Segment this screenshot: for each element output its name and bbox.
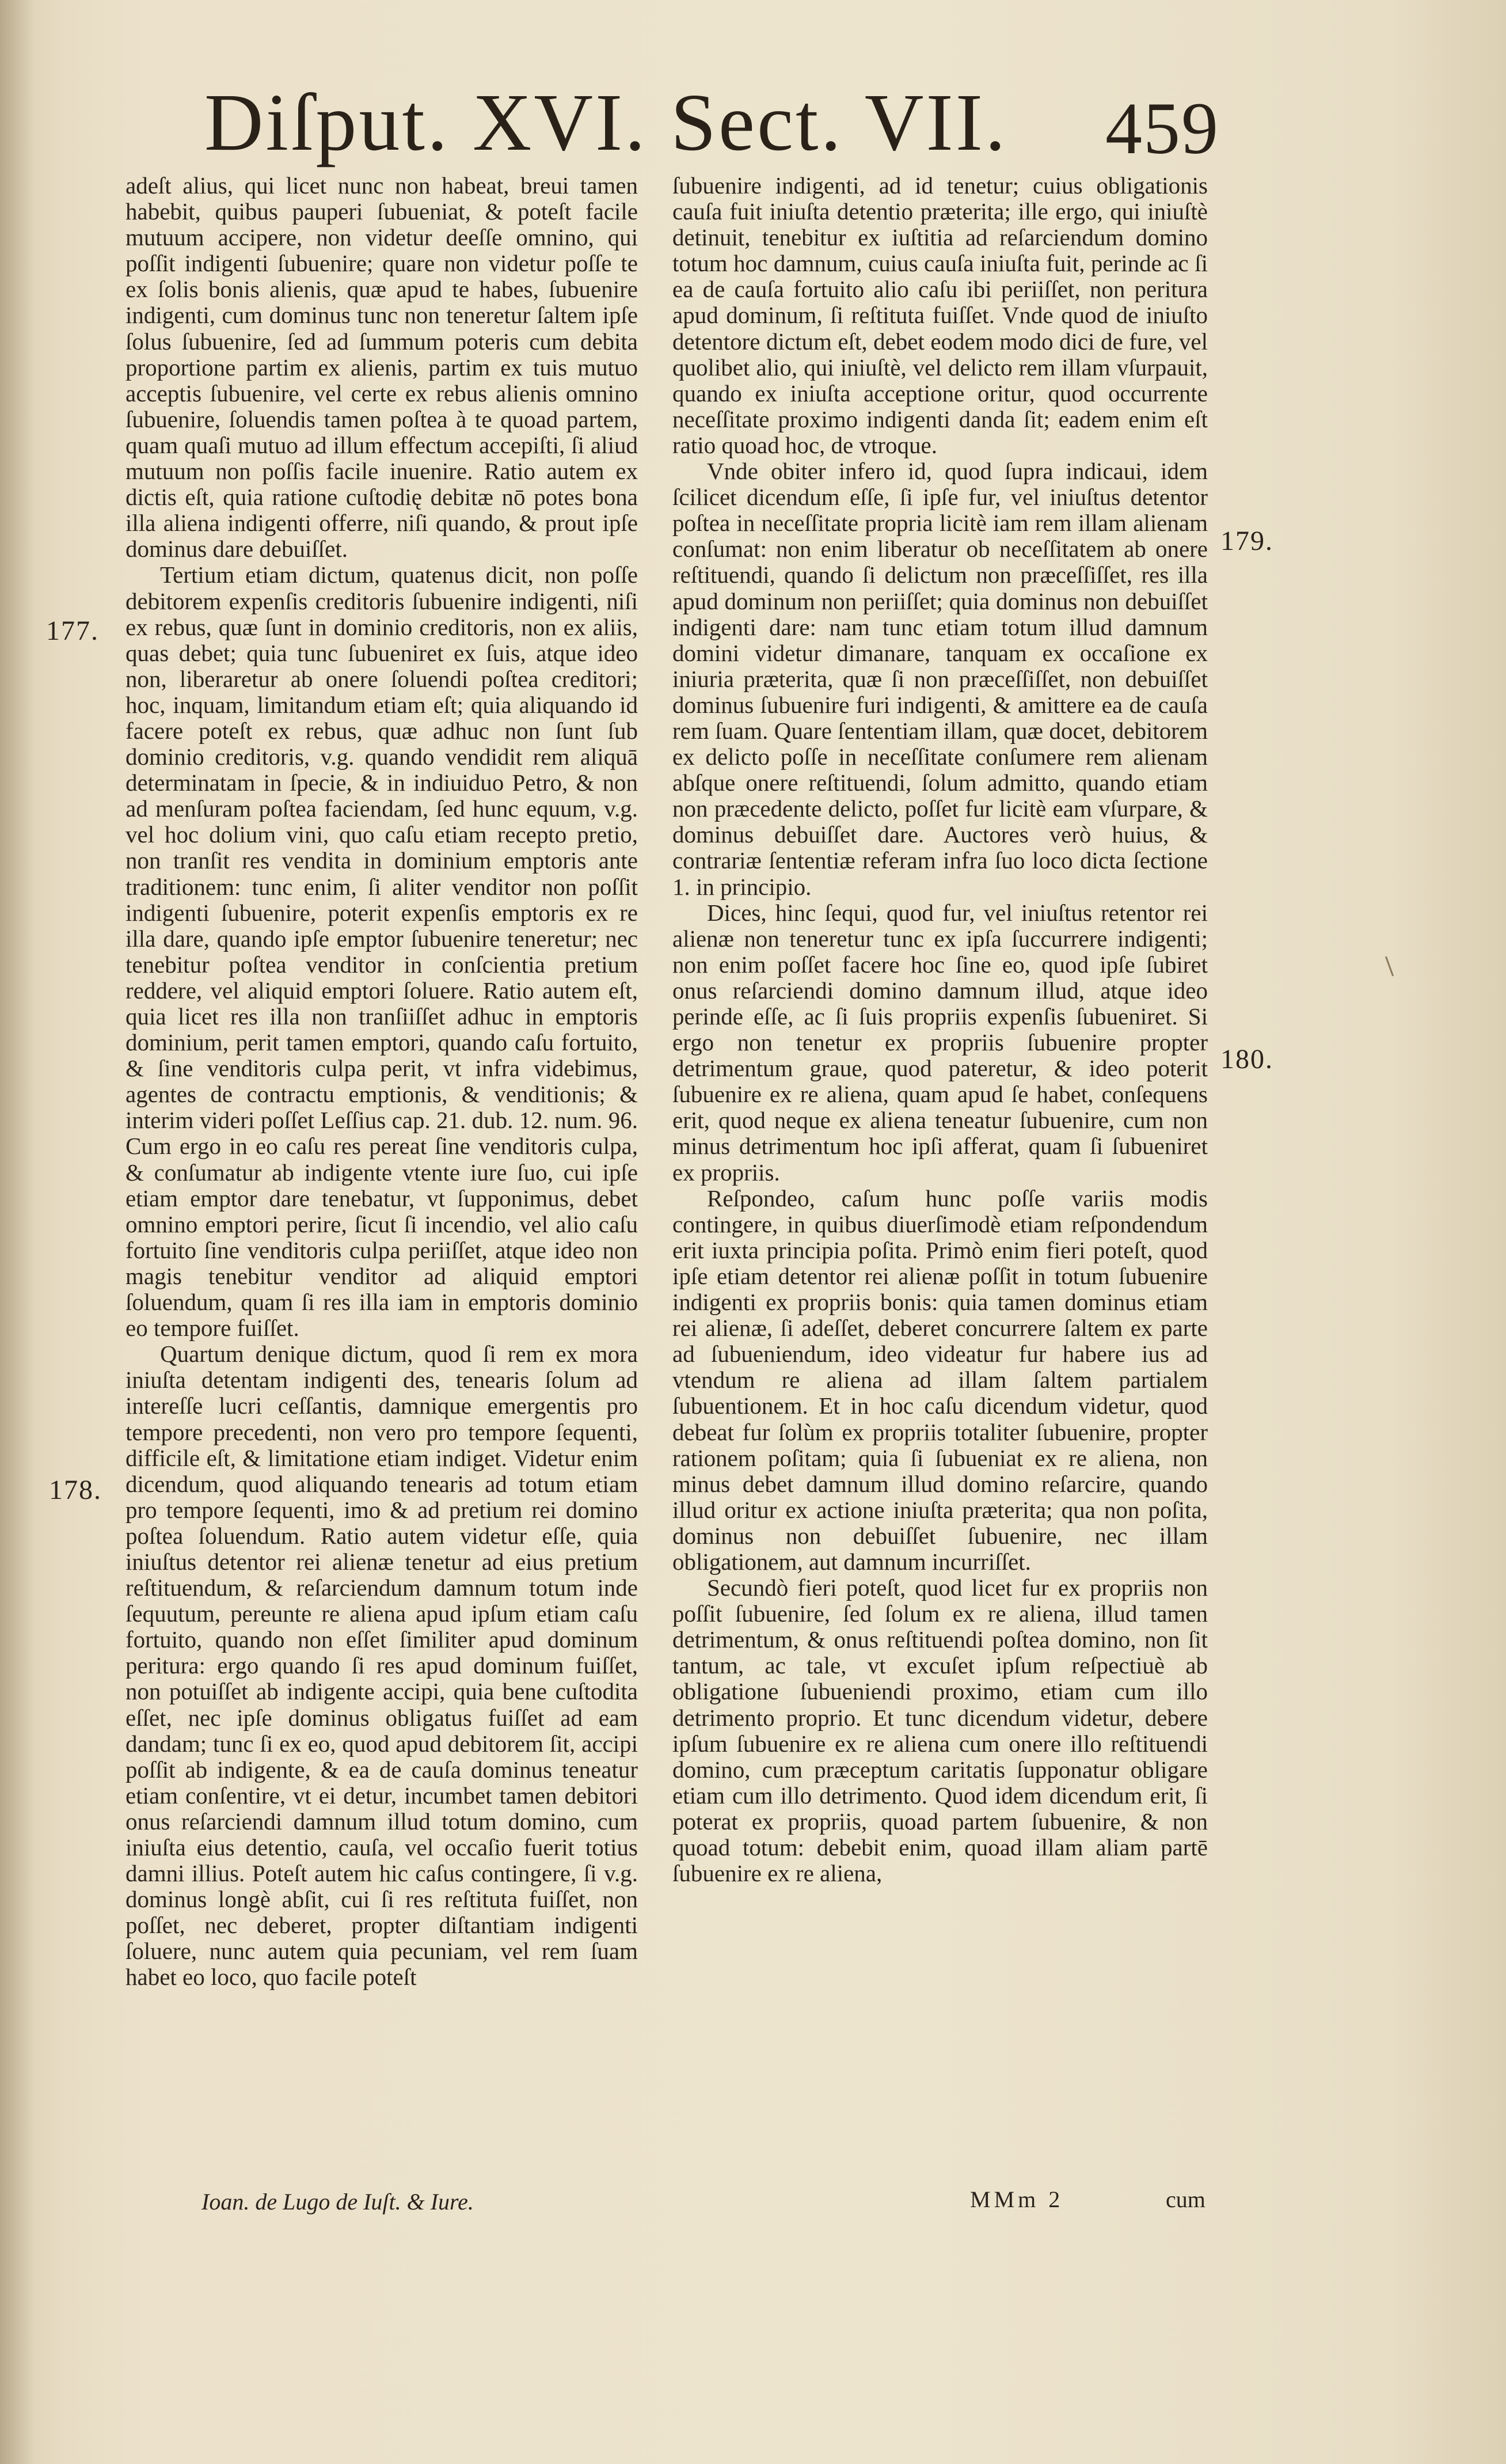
- right-paragraph-2: Vnde obiter infero id, quod ſupra indicaui, idem ſcilicet dicendum eſſe, ſi ipſe fur, vel iniuſtus detentor poſtea in neceſſitate propria licitè iam rem illam alienam conſumat: non enim liberatur ob neceſſitatem ab onere reſtituendi, quando ſi delictum non præceſſiſſet, res illa apud dominum non periiſſet; quia dominus non debuiſſet indigenti dare: nam tunc etiam totum illud damnum domini videtur dimanare, tanquam ex occaſione ex iniuria præterita, quæ ſi non præceſſiſſet, non debuiſſet dominus ſubuenire furi indigenti, & amittere ea de cauſa rem ſuam. Quare ſententiam illam, quæ docet, debitorem ex delicto poſſe in neceſſitate conſumere rem alienam abſque onere reſtituendi, ſolum admitto, quando etiam non præcedente delicto, poſſet fur licitè eam vſurpare, & dominus debuiſſet dare. Auctores verò huius, & contrariæ ſententiæ referam infra ſuo loco dicta ſectione 1. in principio.: [672, 458, 1208, 900]
- margin-number-180: 180.: [1220, 1044, 1273, 1075]
- running-head: [0, 69, 1506, 167]
- page-number: 459: [1105, 88, 1219, 169]
- left-paragraph-2: Tertium etiam dictum, quatenus dicit, non poſſe debitorem expenſis creditoris ſubuenire indigenti, niſi ex rebus, quæ ſunt in dominio creditoris, non ex aliis, quas debet; quia tunc ſubueniret ex ſuis, atque ideo non, liberaretur ab onere ſoluendi poſtea creditori; hoc, inquam, limitandum etiam eſt; quia aliquando id facere poteſt ex rebus, quæ adhuc non ſunt ſub dominio creditoris, v.g. quando vendidit rem aliquā determinatam in ſpecie, & in indiuiduo Petro, & non ad menſuram poſtea faciendam, ſed hunc equum, v.g. vel hoc dolium vini, quo caſu etiam recepto pretio, non tranſit res vendita in dominium emptoris ante traditionem: tunc enim, ſi aliter venditor non poſſit indigenti ſubuenire, poterit expenſis emptoris ex re illa dare, quando ipſe emptor ſubuenire teneretur; nec tenebitur poſtea venditor in conſcientia pretium reddere, vel aliquid emptori ſoluere. Ratio autem eſt, quia licet res illa non tranſiiſſet adhuc in emptoris dominium, perit tamen emptori, quando caſu fortuito, & ſine venditoris culpa perit, vt infra videbimus, agentes de contractu emptionis, & venditionis; & interim videri poſſet Leſſius cap. 21. dub. 12. num. 96. Cum ergo in eo caſu res pereat ſine venditoris culpa, & conſumatur ab indigente vtente iure ſuo, cui ipſe etiam emptor dare tenebatur, vt ſupponimus, debet omnino emptori perire, ſicut ſi incendio, vel alio caſu fortuito ſine venditoris culpa periiſſet, atque ideo non magis tenebitur venditor ad aliquid emptori ſoluendum, quam ſi res illa iam in emptoris dominio eo tempore fuiſſet.: [126, 561, 638, 1342]
- catchword: cum: [1166, 2186, 1205, 2212]
- right-paragraph-5: Secundò fieri poteſt, quod licet fur ex propriis non poſſit ſubuenire, ſed ſolum ex re aliena, illud tamen detrimentum, & onus reſtituendi poſtea domino, non ſit tantum, ac tale, vt excuſet ipſum reſpectiuè ab obligatione ſubueniendi proximo, etiam cum illo detrimento proprio. Et tunc dicendum videtur, debere ipſum ſubuenire ex re aliena cum onere illo reſtituendi domino, cum præceptum caritatis ſupponatur obligare etiam cum illo detrimento. Quod idem dicendum erit, ſi poterat ex propriis, quoad partem ſubuenire, & non quoad totum: debebit enim, quoad illam aliam partē ſubuenire ex re aliena,: [672, 1574, 1208, 1887]
- left-paragraph-1: adeſt alius, qui licet nunc non habeat, breui tamen habebit, quibus pauperi ſubueniat, & poteſt facile mutuum accipere, non videtur deeſſe omnino, qui poſſit indigenti ſubuenire; quare non videtur poſſe te ex ſolis bonis alienis, quæ apud te habes, ſubuenire indigenti, cum dominus tunc non teneretur ſaltem ipſe ſolus ſubuenire, ſed ad ſummum poteris cum debita proportione partim ex alienis, partim ex tuis mutuo acceptis ſubuenire, vel certe ex rebus alienis omnino ſubuenire, ſoluendis tamen poſtea à te quoad partem, quam quaſi mutuo ad illum effectum accepiſti, ſi aliud mutuum non poſſis facile inuenire. Ratio autem ex dictis eſt, quia ratione cuſtodię debitæ nō potes bona illa aliena indigenti offerre, niſi quando, & prout ipſe dominus dare debuiſſet.: [126, 172, 638, 563]
- margin-number-179: 179.: [1220, 526, 1273, 556]
- margin-number-178: 178.: [49, 1475, 102, 1505]
- margin-number-177: 177.: [46, 616, 99, 646]
- running-head-section: Sect. VII.: [671, 77, 1008, 168]
- gutter-shadow: [0, 0, 35, 2464]
- left-paragraph-3: Quartum denique dictum, quod ſi rem ex mora iniuſta detentam indigenti des, tenearis ſolum ad intereſſe lucri ceſſantis, damnique emergentis pro tempore precedenti, non vero pro tempore ſequenti, difficile eſt, & limitatione etiam indiget. Videtur enim dicendum, quod aliquando tenearis ad totum etiam pro tempore ſequenti, imo & ad pretium rei domino poſtea ſoluendum. Ratio autem videtur eſſe, quia iniuſtus detentor rei alienæ tenetur ad eius pretium reſtituendum, & reſarciendum damnum totum inde ſequutum, pereunte re aliena apud ipſum etiam caſu fortuito, quando non eſſet ſimiliter apud dominum peritura: ergo quando ſi res apud dominum fuiſſet, non potuiſſet ab indigente accipi, quia bene cuſtodita eſſet, nec ipſe dominus obligatus fuiſſet ad eam dandam; tunc ſi ex eo, quod apud debitorem ſit, accipi poſſit ab indigente, & ea de cauſa dominus teneatur etiam conſentire, vt ei detur, incumbet tamen debitori onus reſarciendi damnum illud totum domino, cum iniuſta eius detentio, cauſa, vel occaſio fuerit totius damni illius. Poteſt autem hic caſus contingere, ſi v.g. dominus longè abſit, cui ſi res reſtituta fuiſſet, non poſſet, nec deberet, propter diſtantiam indigenti ſoluere, nunc autem quia pecuniam, vel rem ſuam habet eo loco, quo facile poteſt: [126, 1341, 638, 1991]
- running-author-footer: Ioan. de Lugo de Iuſt. & Iure.: [201, 2189, 474, 2215]
- right-paragraph-3: Dices, hinc ſequi, quod fur, vel iniuſtus retentor rei alienæ non teneretur tunc ex ipſa ſuccurrere indigenti; non enim poſſet facere hoc ſine eo, quod ipſe ſubiret onus reſarciendi domino damnum illud, atque ideo perinde eſſe, ac ſi ſuis propriis expenſis ſubueniret. Si ergo non tenetur ex propriis ſubuenire propter detrimentum graue, quod pateretur, & ideo poterit ſubuenire ex re aliena, quam apud ſe habet, conſequens erit, quod neque ex aliena teneatur ſubuenire, cum non minus detrimentum hoc ipſi afferat, quam ſi ſubueniret ex propriis.: [672, 899, 1208, 1186]
- right-paragraph-1: ſubuenire indigenti, ad id tenetur; cuius obligationis cauſa fuit iniuſta detentio præterita; ille ergo, qui iniuſtè detinuit, tenebitur ex iuſtitia ad reſarciendum domino totum hoc damnum, cuius cauſa iniuſta fuit, perinde ac ſi ea de cauſa fortuito alio caſu ibi periiſſet, non peritura apud dominum, ſi reſtituta fuiſſet. Vnde quod de iniuſto detentore dictum eſt, debet eodem modo dici de fure, vel quolibet alio, qui iniuſtè, vel delicto rem illam vſurpauit, quando ex iniuſta acceptione oritur, quod occurrente neceſſitate proximo indigenti danda ſit; eadem enim eſt ratio quoad hoc, de vtroque.: [672, 172, 1208, 458]
- stray-ink-mark: [1385, 956, 1394, 977]
- right-paragraph-4: Reſpondeo, caſum hunc poſſe variis modis contingere, in quibus diuerſimodè etiam reſpondendum erit iuxta principia poſita. Primò enim fieri poteſt, quod ipſe etiam detentor rei alienæ poſſit in totum ſubuenire indigenti ex propriis bonis: quia tamen dominus etiam rei alienæ, ſi adeſſet, deberet concurrere ſaltem ex parte ad ſubueniendum, ideo videatur fur habere ius ad vtendum re aliena ad illam ſaltem partialem ſubuentionem. Et in hoc caſu dicendum videtur, quod debeat fur ſolùm ex propriis totaliter ſubuenire, propter rationem poſitam; quia ſi ſubueniat ex re aliena, non minus debet damnum illud domino reſarcire, quando illud oritur ex actione iniuſta præterita; qua non poſita, dominus non debuiſſet ſubuenire, nec illam obligationem, aut damnum incurriſſet.: [672, 1184, 1208, 1575]
- left-column: [126, 173, 638, 1991]
- running-head-disputation: Diſput. XVI.: [204, 77, 648, 168]
- signature-mark: MMm 2: [970, 2186, 1064, 2212]
- right-column: [672, 173, 1208, 1886]
